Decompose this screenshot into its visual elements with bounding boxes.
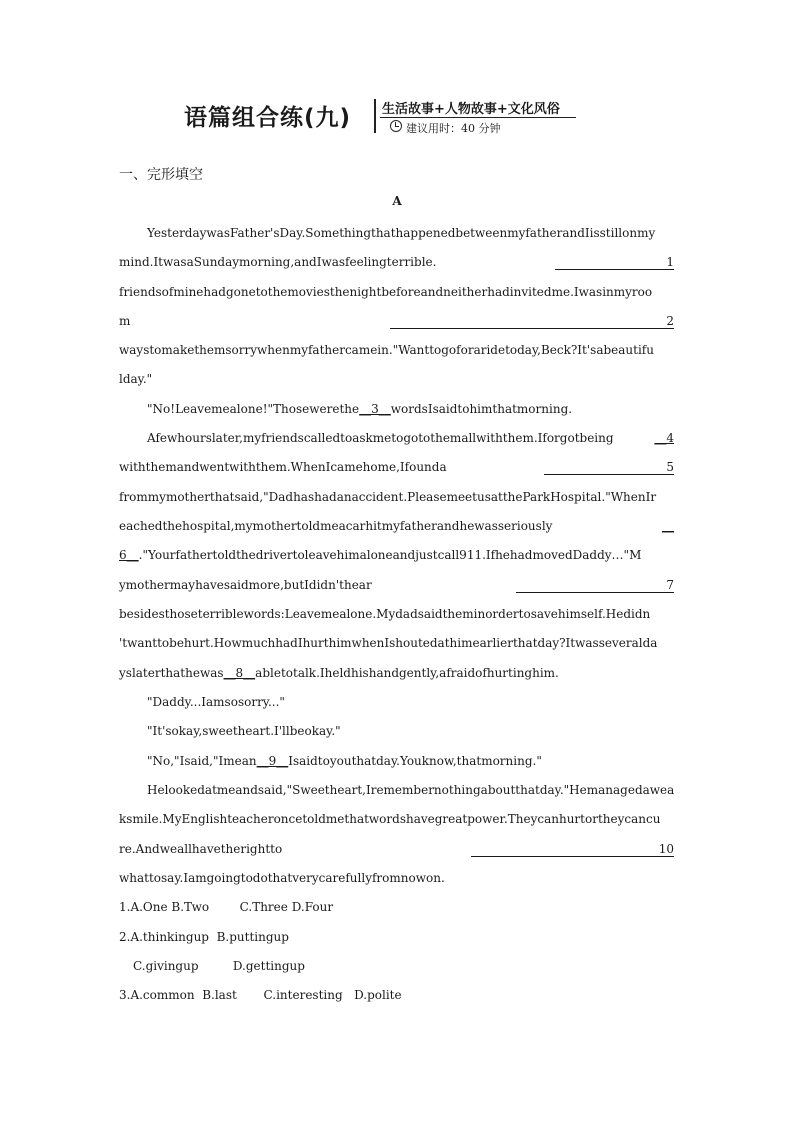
question-1: 1.A.One B.Two C.Three D.Four <box>119 900 334 914</box>
passage-line: besidesthoseterriblewords:Leavemealone.Mydadsaidtheminordertosavehimself.Hedidn <box>119 607 651 621</box>
header-divider <box>374 99 376 133</box>
blank-8: __8__ <box>223 666 256 680</box>
blank-2: 2 <box>390 314 674 329</box>
part-label: A <box>392 194 402 208</box>
passage-line: 'twanttobehurt.HowmuchhadIhurthimwhenIshoutedathimearlierthatday?Itwasseveralda <box>119 636 658 650</box>
question-2: 2.A.thinkingup B.puttingup <box>119 930 289 944</box>
passage-line: "No,"Isaid,"Imean__9__Isaidtoyouthatday.Youknow,thatmorning." <box>147 754 542 768</box>
passage-line: ymothermayhavesaidmore,butIdidn'thear 7 <box>119 578 674 592</box>
blank-3: __3__ <box>359 402 391 416</box>
passage-line: 6__."Yourfathertoldthedrivertoleavehimaloneandjustcall911.IfhehadmovedDaddy…"M <box>119 548 642 562</box>
blank-6-start: __ <box>662 519 674 533</box>
blank-7: 7 <box>516 578 674 593</box>
passage-line: "Daddy...Iamsosorry..." <box>147 695 285 709</box>
passage-line: "No!Leavemealone!"Thosewerethe__3__wordsIsaidtohimthatmorning. <box>147 402 573 416</box>
passage-line: "It'sokay,sweetheart.I'llbeokay." <box>147 724 341 738</box>
clock-icon <box>390 120 402 132</box>
passage-line: m 2 <box>119 314 674 328</box>
blank-10: 10 <box>471 842 674 857</box>
passage-line: ksmile.MyEnglishteacheroncetoldmethatwordshavegreatpower.Theycanhurtortheycancu <box>119 812 661 826</box>
passage-line: yslaterthathewas__8__abletotalk.Iheldhishandgently,afraidofhurtinghim. <box>119 666 559 680</box>
header-topics: 生活故事+人物故事+文化风俗 <box>382 102 560 117</box>
blank-6: 6__ <box>119 548 139 562</box>
page-title: 语篇组合练(九) <box>184 105 352 131</box>
blank-5: 5 <box>544 460 674 475</box>
section-heading: 一、完形填空 <box>119 167 203 183</box>
passage-line: Helookedatmeandsaid,"Sweetheart,Iremembernothingaboutthatday."Hemanagedawea <box>147 783 675 797</box>
blank-9: __9__ <box>256 754 289 768</box>
header-rule <box>380 117 576 118</box>
passage-line: frommymotherthatsaid,"Dadhashadanaccident.PleasemeetusattheParkHospital."WhenIr <box>119 490 657 504</box>
passage-line: friendsofminehadgonetothemoviesthenightbeforeandneitherhadinvitedme.Iwasinmyroo <box>119 285 653 299</box>
suggested-time: 建议用时：40 分钟 <box>406 122 501 135</box>
question-3: 3.A.common B.last C.interesting D.polite <box>119 988 402 1002</box>
passage-line: lday." <box>119 372 153 386</box>
passage-line: eachedthehospital,mymothertoldmeacarhitmyfatherandhewasseriously __ <box>119 519 674 533</box>
passage-line: YesterdaywasFather'sDay.SomethingthathappenedbetweenmyfatherandIisstillonmy <box>147 226 656 240</box>
blank-4: __4 <box>654 431 674 445</box>
passage-line: re.Andweallhavetherightto 10 <box>119 842 674 856</box>
passage-line: withthemandwentwiththem.WhenIcamehome,Ifounda 5 <box>119 460 674 474</box>
passage-line: mind.ItwasaSundaymorning,andIwasfeelingterrible. 1 <box>119 255 674 269</box>
passage-line: whattosay.Iamgoingtodothatverycarefullyfromnowon. <box>119 871 445 885</box>
passage-line: waystomakethemsorrywhenmyfathercamein."Wanttogoforaridetoday,Beck?It'sabeautifu <box>119 343 654 357</box>
blank-1: 1 <box>555 255 674 270</box>
question-2-options: C.givingup D.gettingup <box>133 959 305 973</box>
passage-line: Afewhourslater,myfriendscalledtoaskmetogotothemallwiththem.Iforgotbeing __4 <box>147 431 674 445</box>
